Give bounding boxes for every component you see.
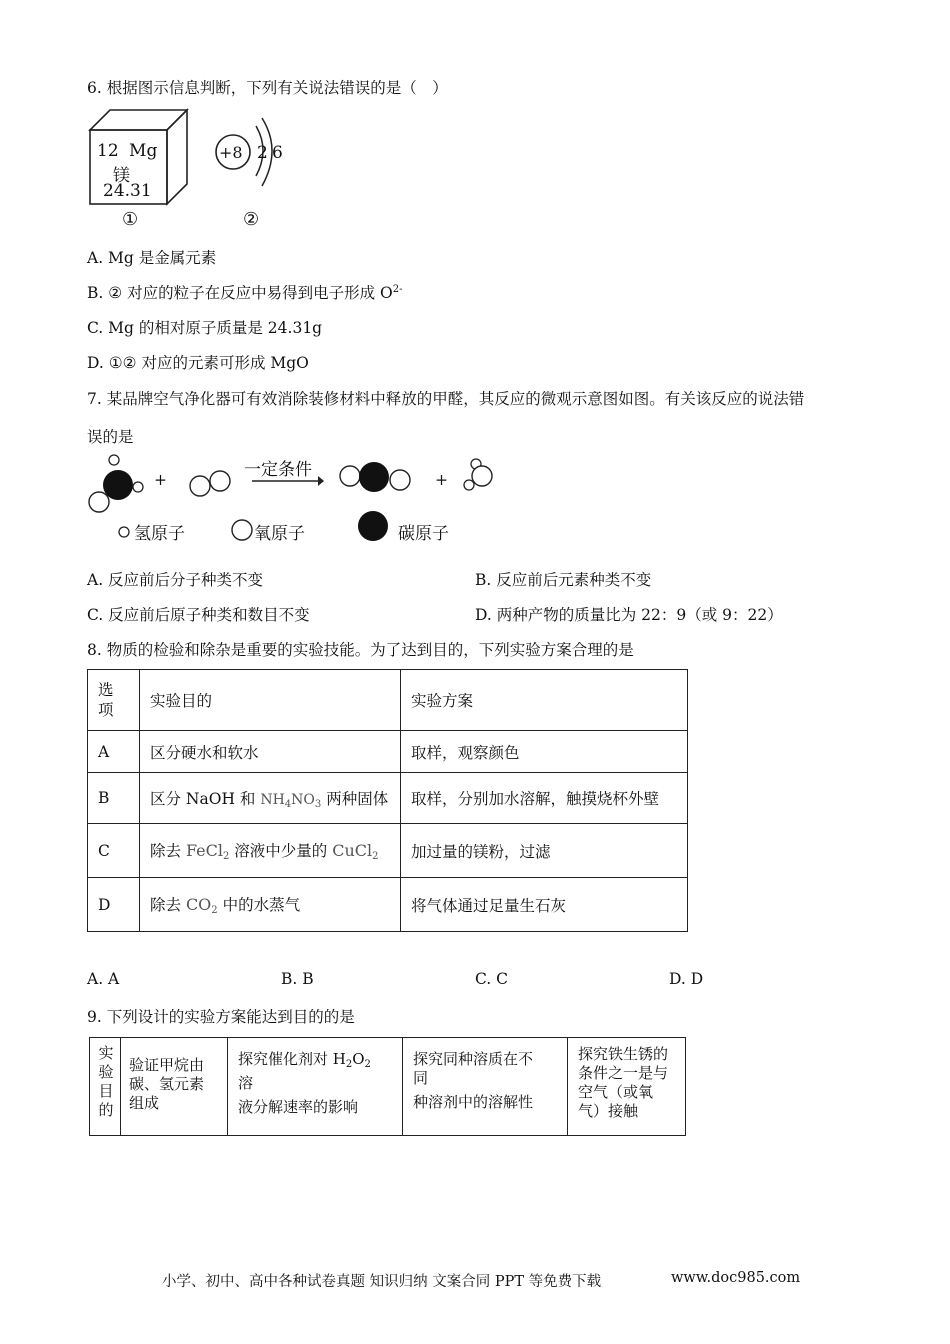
header-plan: 实验方案 <box>401 670 688 731</box>
electron-shell-2: 6 <box>272 143 283 163</box>
q9-cell-b: 探究催化剂对 $H_2O_2$ 溶 液分解速率的影响 <box>228 1038 403 1136</box>
oxygen-atom-legend-icon <box>232 520 252 540</box>
formaldehyde-molecule-icon <box>89 455 143 512</box>
table-row <box>90 1038 686 1136</box>
q6-option-d: D. ①② 对应的元素可形成 MgO <box>87 354 309 372</box>
q9-cell-d: 探究铁生锈的 条件之一是与 空气（或氧 气）接触 <box>568 1038 686 1136</box>
reaction-plus-2: + <box>435 471 448 489</box>
carbon-dioxide-molecule-icon <box>340 462 410 492</box>
q6-option-c: C. Mg 的相对原子质量是 24.31g <box>87 319 323 337</box>
q7-option-b: B. 反应前后元素种类不变 <box>475 571 652 589</box>
question-6-stem: 6. 根据图示信息判断，下列有关说法错误的是（ ） <box>87 79 448 97</box>
row-plan: 加过量的镁粉，过滤 <box>401 824 688 878</box>
table-row <box>88 731 688 773</box>
q8-answer-c: C. C <box>475 970 509 988</box>
q6-option-a: A. Mg 是金属元素 <box>87 249 217 267</box>
figure-label-1: ① <box>122 209 139 230</box>
q9-cell-c: 探究同种溶质在不 同 种溶剂中的溶解性 <box>403 1038 568 1136</box>
q8-experiment-table <box>87 669 688 932</box>
q7-option-c: C. 反应前后原子种类和数目不变 <box>87 606 310 624</box>
row-purpose: 除去 $CO_2$ 中的水蒸气 <box>140 878 401 932</box>
legend-carbon-label: 碳原子 <box>398 524 449 544</box>
question-7-stem-line1: 7. 某品牌空气净化器可有效消除装修材料中释放的甲醛，其反应的微观示意图如图。有关该反应的说法错 <box>87 390 805 408</box>
figure-label-2: ② <box>243 209 260 230</box>
reaction-plus-1: + <box>154 471 167 489</box>
nucleus-charge: +8 <box>219 143 243 162</box>
header-purpose-vertical: 实 验 目 的 <box>90 1038 121 1136</box>
table-row <box>88 824 688 878</box>
row-option: A <box>88 731 140 773</box>
element-name: 镁 <box>113 166 130 186</box>
footer-text: 小学、初中、高中各种试卷真题 知识归纳 文案合同 PPT 等免费下载 <box>162 1274 602 1290</box>
footer-url[interactable]: www.doc985.com <box>671 1270 801 1286</box>
row-option: C <box>88 824 140 878</box>
q9-experiment-table <box>89 1037 686 1136</box>
q7-option-d: D. 两种产物的质量比为 22：9（或 9：22） <box>475 606 783 624</box>
q6-option-b: B. ② 对应的粒子在反应中易得到电子形成 $O^{2-}$ <box>87 284 403 302</box>
table-row <box>88 773 688 824</box>
oxygen-molecule-icon <box>190 471 230 496</box>
question-7-stem-line2: 误的是 <box>87 428 134 446</box>
question-9-stem: 9. 下列设计的实验方案能达到目的的是 <box>87 1008 355 1026</box>
row-option: B <box>88 773 140 824</box>
table-row <box>88 878 688 932</box>
legend-hydrogen-label: 氢原子 <box>134 524 185 544</box>
q8-answer-b: B. B <box>281 970 314 988</box>
q7-option-a: A. 反应前后分子种类不变 <box>87 571 264 589</box>
atomic-number: 12 <box>97 141 119 161</box>
element-card-number-symbol <box>97 141 157 161</box>
reaction-condition: 一定条件 <box>244 460 312 480</box>
element-symbol: Mg <box>129 141 158 161</box>
electron-shell-1: 2 <box>257 143 268 163</box>
header-purpose: 实验目的 <box>140 670 401 731</box>
q9-cell-a: 验证甲烷由 碳、氢元素 组成 <box>121 1038 228 1136</box>
legend-oxygen-label: 氧原子 <box>254 524 305 544</box>
relative-atomic-mass: 24.31 <box>103 181 152 201</box>
header-option: 选 项 <box>88 670 140 731</box>
row-purpose: 除去 FeCl$_2$ 溶液中少量的 CuCl$_2$ <box>140 824 401 878</box>
oxide-ion-charge: 2- <box>392 284 403 295</box>
row-purpose: 区分 NaOH 和 $NH_4NO_3$ 两种固体 <box>140 773 401 824</box>
q8-answer-a: A. A <box>87 970 120 988</box>
hydrogen-atom-legend-icon <box>119 527 129 537</box>
table-header-row <box>88 670 688 731</box>
row-plan: 取样，分别加水溶解，触摸烧杯外壁 <box>401 773 688 824</box>
row-plan: 取样，观察颜色 <box>401 731 688 773</box>
water-molecule-icon <box>464 459 492 490</box>
row-purpose: 区分硬水和软水 <box>140 731 401 773</box>
carbon-atom-legend-icon <box>358 511 388 541</box>
row-plan: 将气体通过足量生石灰 <box>401 878 688 932</box>
question-8-stem: 8. 物质的检验和除杂是重要的实验技能。为了达到目的，下列实验方案合理的是 <box>87 641 634 659</box>
q8-answer-d: D. D <box>669 970 704 988</box>
row-option: D <box>88 878 140 932</box>
